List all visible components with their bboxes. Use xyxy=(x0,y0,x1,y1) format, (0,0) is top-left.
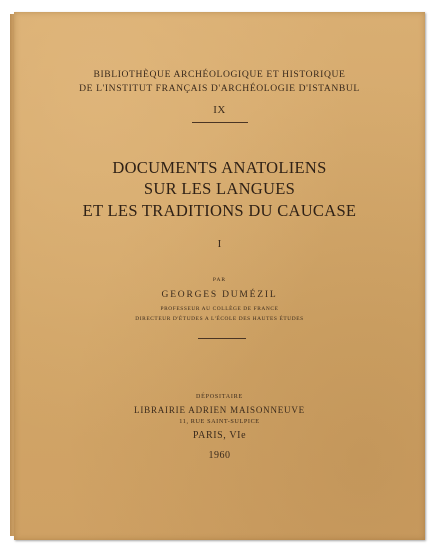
author-affiliation-1: PROFESSEUR AU COLLÈGE DE FRANCE xyxy=(160,306,279,312)
volume-number: IX xyxy=(213,104,226,116)
publisher-city: PARIS, VIe xyxy=(192,430,247,441)
book-title-line-2: SUR LES LANGUES xyxy=(143,179,296,198)
publication-year: 1960 xyxy=(208,450,231,461)
by-label: PAR xyxy=(212,277,227,283)
depositaire-label: DÉPOSITAIRE xyxy=(196,394,243,400)
divider-rule-middle xyxy=(198,338,246,339)
series-title-line-1: BIBLIOTHÈQUE ARCHÉOLOGIQUE ET HISTORIQUE xyxy=(93,69,346,80)
publisher-address: 11, RUE SAINT-SULPICE xyxy=(179,418,260,425)
part-number: I xyxy=(217,238,222,250)
publisher-name: LIBRAIRIE ADRIEN MAISONNEUVE xyxy=(134,405,305,415)
book-title-line-1: DOCUMENTS ANATOLIENS xyxy=(112,158,327,177)
book-title-line-3: ET LES TRADITIONS DU CAUCASE xyxy=(82,201,357,220)
series-title-line-2: DE L'INSTITUT FRANÇAIS D'ARCHÉOLOGIE D'ISTANBUL xyxy=(79,83,360,94)
divider-rule-top xyxy=(192,122,248,123)
author-affiliation-2: DIRECTEUR D'ÉTUDES A L'ÉCOLE DES HAUTES ÉTUDES xyxy=(135,316,304,322)
author-name: GEORGES DUMÉZIL xyxy=(161,290,278,300)
book-cover xyxy=(14,12,425,540)
